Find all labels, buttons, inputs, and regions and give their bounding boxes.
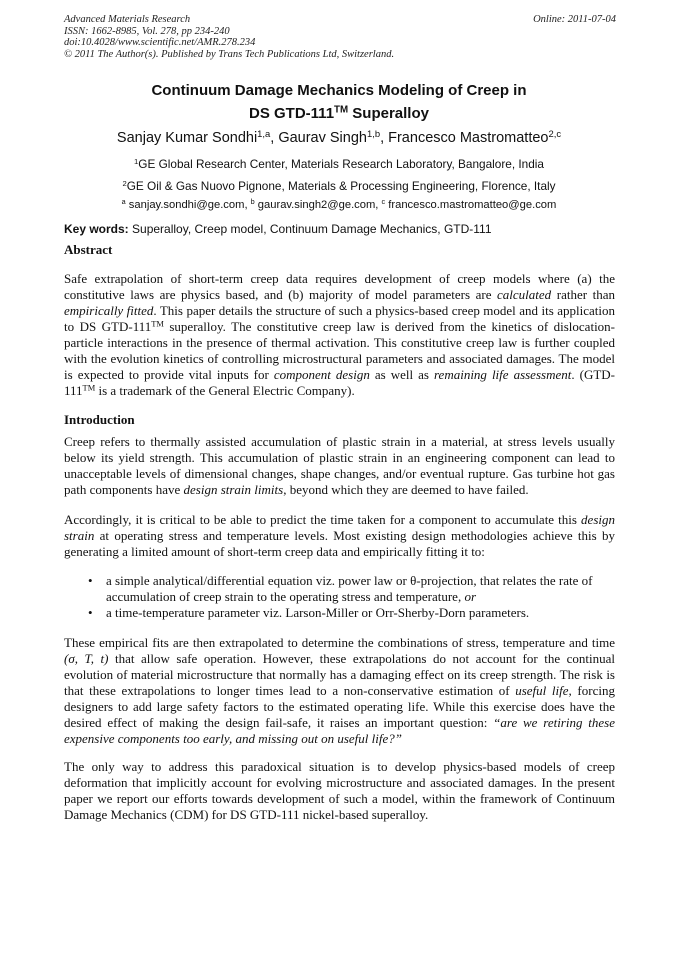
text: These empirical fits are then extrapolated to determine the combinations of stress, temperature and time xyxy=(64,635,615,650)
author-name: Francesco Mastromatteo xyxy=(388,130,549,146)
list-item xyxy=(64,573,615,605)
text: as well as xyxy=(369,367,434,382)
bullet-icon: • xyxy=(88,573,93,588)
text: that allow safe operation. However, these extrapolations do not account for the continual evolution of material microstructure that normally has a damaging effect on its creep strength. The risk is that these extrapolations to longer times lead to a non-conservative estimation of xyxy=(64,651,616,698)
text: Accordingly, it is critical to be able to predict the time taken for a component to accumulate this xyxy=(64,512,582,527)
text: at operating stress and temperature levels. Most existing design methodologies achieve this by generating a limited amount of short-term creep data and empirically fitting it to: xyxy=(64,528,615,559)
keywords-text: Superalloy, Creep model, Continuum Damage Mechanics, GTD-111 xyxy=(128,222,492,236)
text: is a trademark of the General Electric Company). xyxy=(95,383,355,398)
journal-header xyxy=(64,14,616,60)
author-affil-sup: 1,b xyxy=(366,127,381,139)
keywords xyxy=(64,222,492,236)
italic-text: remaining life assessment xyxy=(433,367,572,382)
italic-text: calculated xyxy=(497,287,552,302)
text: a time-temperature parameter viz. Larson-Miller or Orr-Sherby-Dorn parameters. xyxy=(106,605,530,620)
italic-text: or xyxy=(464,589,477,604)
text: . (GTD-111 xyxy=(64,367,615,398)
email-link[interactable]: francesco.mastromatteo@ge.com xyxy=(385,199,557,211)
keywords-label: Key words: xyxy=(64,222,129,236)
italic-text: component design xyxy=(273,367,370,382)
intro-paragraph-1 xyxy=(64,434,615,498)
trademark-sup: TM xyxy=(151,318,164,329)
online-date: Online: 2011-07-04 xyxy=(533,14,616,25)
title-text: DS GTD-111 xyxy=(249,105,335,122)
italic-text: useful life, xyxy=(515,683,572,698)
email-link[interactable]: gaurav.singh2@ge.com, xyxy=(254,199,382,211)
affil-text: GE Oil & Gas Nuovo Pignone, Materials & Processing Engineering, Florence, Italy xyxy=(126,179,556,193)
email-sup: b xyxy=(250,197,255,206)
email-sup: a xyxy=(121,197,126,206)
affil-sup: 2 xyxy=(122,178,127,188)
title-text-end: Superalloy xyxy=(348,105,429,122)
italic-text: “are we retiring these expensive components too early, and missing out on useful life?” xyxy=(64,715,615,746)
trademark-sup: TM xyxy=(82,382,96,393)
bullet-list xyxy=(64,573,615,621)
text: Creep refers to thermally assisted accumulation of plastic strain in a material, at stress levels usually below its yield strength. This accumulation of plastic strain in an engineering component can lead to unacceptable levels of dimensional changes, shape changes, and/or eventual rupture. Gas turbine hot gas path components have xyxy=(64,434,615,497)
abstract-paragraph xyxy=(64,271,615,399)
author-emails xyxy=(40,199,638,211)
text: Safe extrapolation of short-term creep data requires development of creep models where (a) the constitutive laws are physics based, and (b) majority of model parameters are xyxy=(64,271,615,302)
bullet-icon: • xyxy=(88,605,93,620)
text: a simple analytical/differential equation viz. power law or θ-projection, that relates the rate of accumulation of creep strain to the operating stress and temperature, xyxy=(106,573,593,604)
affiliation-1 xyxy=(40,157,638,171)
affiliation-2 xyxy=(40,179,638,193)
italic-text: design strain xyxy=(64,512,615,543)
affil-sup: 1 xyxy=(134,156,139,166)
introduction-heading: Introduction xyxy=(64,412,135,427)
email-sup: c xyxy=(381,197,386,206)
trademark-sup: TM xyxy=(334,104,349,116)
abstract-heading: Abstract xyxy=(64,242,113,257)
paper-title-line2 xyxy=(40,105,638,122)
text: rather than xyxy=(551,287,615,302)
author-name: Sanjay Kumar Sondhi xyxy=(116,130,258,146)
affil-text: GE Global Research Center, Materials Research Laboratory, Bangalore, India xyxy=(138,157,544,171)
italic-text: empirically fitted xyxy=(64,303,154,318)
paper-title-line1: Continuum Damage Mechanics Modeling of Creep in xyxy=(151,82,527,99)
text: . This paper details the structure of such a physics-based creep model and its application to DS GTD-111 xyxy=(64,303,616,334)
journal-name: Advanced Materials Research xyxy=(64,14,191,25)
intro-paragraph-4: The only way to address this paradoxical situation is to develop physics-based models of creep deformation that implicitly account for evolving microstructure and associated damages. In the present paper we report our efforts towards development of such a model, within the framework of Continuum Damage Mechanics (CDM) for DS GTD-111 nickel-based superalloy. xyxy=(64,759,615,822)
author-sep: , xyxy=(270,130,279,146)
doi-line: doi:10.4028/www.scientific.net/AMR.278.234 xyxy=(64,37,256,48)
italic-text: design strain limits xyxy=(183,482,284,497)
author-sep: , xyxy=(380,130,389,146)
author-affil-sup: 1,a xyxy=(257,127,271,139)
author-name: Gaurav Singh xyxy=(278,130,367,146)
text: forcing designers to add large safety factors to the estimated operating life. While this exercise does have the desired effect of making the design fail-safe, it raises an important question: xyxy=(64,683,615,730)
intro-paragraph-2 xyxy=(64,512,615,560)
author-list xyxy=(40,127,638,146)
text: , beyond which they are deemed to have failed. xyxy=(283,482,529,497)
copyright-line: © 2011 The Author(s). Published by Trans Tech Publications Ltd, Switzerland. xyxy=(64,48,395,60)
author-affil-sup: 2,c xyxy=(548,127,562,139)
email-link[interactable]: sanjay.sondhi@ge.com, xyxy=(125,199,251,211)
issn-line: ISSN: 1662-8985, Vol. 278, pp 234-240 xyxy=(64,25,230,37)
text: superalloy. The constitutive creep law is derived from the kinetics of dislocation-particle interactions in the presence of thermal activation. This constitutive creep law is further coupled with the evolution kinetics of controlling microstructural parameters and associated damages. The model is expected to provide vital inputs for xyxy=(64,319,616,382)
intro-paragraph-3 xyxy=(64,635,615,747)
list-item xyxy=(64,605,615,621)
italic-text: (σ, T, t) xyxy=(64,651,109,666)
